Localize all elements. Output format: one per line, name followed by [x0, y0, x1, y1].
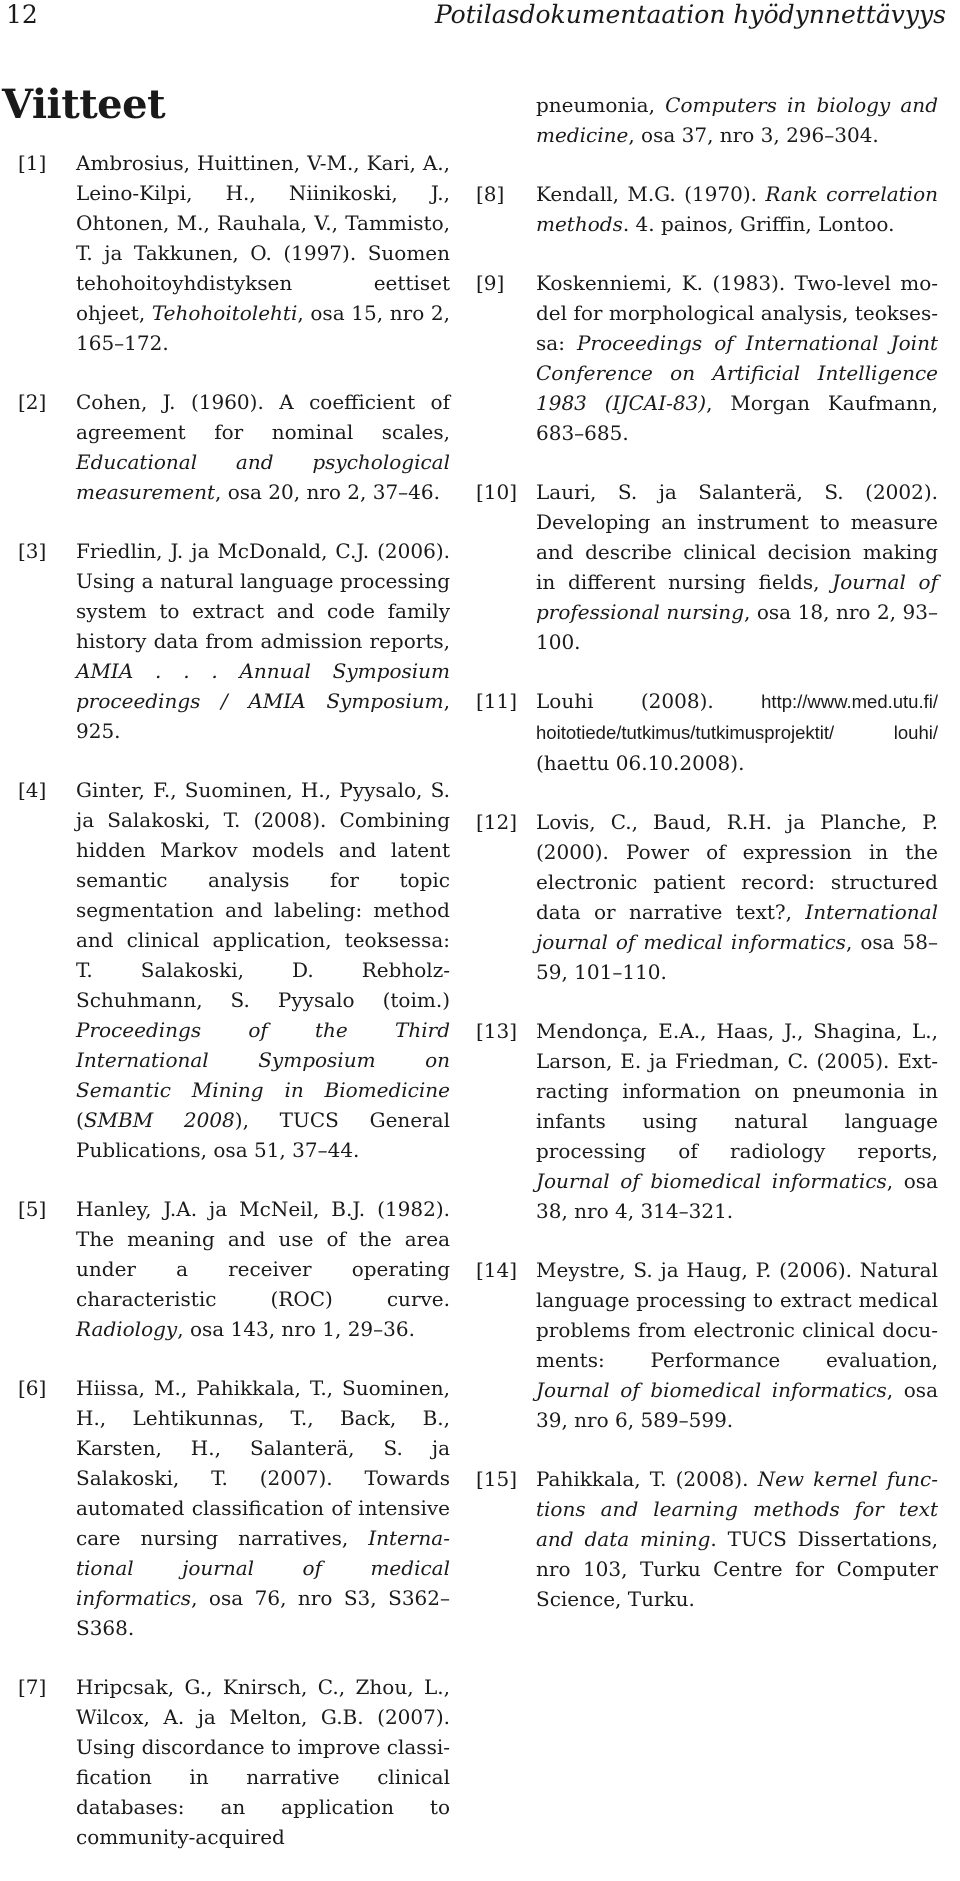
reference-text: Hanley, J.A. ja McNeil, B.J. (1982). The meaning and use of the area under a receiver operating characteristic (ROC) curve.: [76, 1197, 450, 1311]
reference-text: Pahikkala, T. (2008).: [536, 1467, 758, 1491]
reference-number: [2]: [18, 390, 47, 414]
reference-italic-text: Tehohoitolehti: [151, 301, 298, 325]
reference-number: [11]: [476, 689, 518, 713]
reference-text: . TUCS Dissertations, nro 103, Turku Centre for Computer Science, Turku.: [536, 1527, 938, 1611]
reference-item: [18, 1373, 450, 1643]
reference-item: [18, 536, 450, 746]
reference-number: [14]: [476, 1258, 518, 1282]
reference-text: , osa 37, nro 3, 296–304.: [628, 123, 879, 147]
reference-italic-text: Journal of biomedical informatics: [536, 1378, 887, 1402]
reference-text: Hiissa, M., Pahikkala, T., Suominen, H., Lehtikunnas, T., Back, B., Karsten, H., Salanterä, S. ja Salakoski, T. (2007). Towards automated classification of intensive care nursing narratives,: [76, 1376, 450, 1550]
reference-italic-text: Radiology: [76, 1317, 178, 1341]
reference-text: , osa 38, nro 4, 314–321.: [536, 1169, 938, 1223]
reference-text: Cohen, J. (1960). A coefficient of agreement for nominal scales,: [76, 390, 450, 444]
reference-item: [18, 387, 450, 507]
reference-text: Ambrosius, Huittinen, V-M., Kari, A., Leino-Kilpi, H., Niinikoski, J., Ohtonen, M., Rauhala, V., Tammisto, T. ja Takkunen, O. (1997). Suomen tehohoitoyhdistyksen eettiset ohjeet,: [76, 151, 450, 325]
reference-item: [478, 179, 938, 239]
reference-number: [7]: [18, 1675, 47, 1699]
reference-item: [478, 807, 938, 987]
reference-italic-text: Proceedings of the Third International Symposium on Semantic Mining in Biomedicine: [76, 1018, 450, 1102]
reference-item: [478, 477, 938, 657]
reference-text: . 4. painos, Griffin, Lontoo.: [622, 212, 895, 236]
references-right-column: [478, 90, 938, 1643]
reference-italic-text: Educational and psychological measurement: [76, 450, 450, 504]
reference-number: [10]: [476, 480, 518, 504]
reference-text: , osa 20, nro 2, 37–46.: [214, 480, 440, 504]
reference-italic-text: Computers in biology and medicine: [536, 93, 938, 147]
reference-text: , osa 76, nro S3, S362–S368.: [76, 1586, 450, 1640]
reference-number: [8]: [476, 182, 505, 206]
reference-text: , osa 15, nro 2, 165–172.: [76, 301, 450, 355]
reference-italic-text: New kernel functions and learning methods for text and data mining: [536, 1467, 938, 1551]
reference-number: [9]: [476, 271, 505, 295]
reference-text: Friedlin, J. ja McDonald, C.J. (2006). Using a natural language processing system to extract and code family history data from admission reports,: [76, 539, 450, 653]
references-left-column: [18, 148, 450, 1881]
reference-text: , Morgan Kaufmann, 683–685.: [536, 391, 938, 445]
running-title: Potilasdokumentaation hyödynnettävyys: [434, 0, 946, 29]
reference-text: Lovis, C., Baud, R.H. ja Planche, P. (2000). Power of expression in the electronic patient record: structured data or narrative text?,: [536, 810, 938, 924]
reference-text: Kendall, M.G. (1970).: [536, 182, 766, 206]
reference-number: [1]: [18, 151, 47, 175]
reference-link[interactable]: http://www.med.utu.fi/ hoitotiede/tutkimus/tutkimusprojektit/ louhi/: [536, 691, 938, 743]
reference-italic-text: International journal of medical informatics: [536, 900, 938, 954]
reference-item: [478, 268, 938, 448]
reference-italic-text: Journal of professional nursing: [536, 570, 938, 624]
reference-text: Koskenniemi, K. (1983). Two-level model for morphological analysis, teoksessa:: [536, 271, 938, 355]
reference-number: [3]: [18, 539, 47, 563]
reference-text: , osa 143, nro 1, 29–36.: [177, 1317, 415, 1341]
reference-item: [18, 148, 450, 358]
reference-item: [18, 1672, 450, 1852]
reference-item-continued: [478, 90, 938, 150]
reference-item: [478, 686, 938, 778]
reference-number: [5]: [18, 1197, 47, 1221]
reference-item: [18, 1194, 450, 1344]
reference-italic-text: AMIA . . . Annual Symposium proceedings / AMIA Symposium: [76, 659, 450, 713]
reference-text: Mendonça, E.A., Haas, J., Shagina, L., Larson, E. ja Friedman, C. (2005). Extracting information on pneumonia in infants using natural language processing of radiology reports,: [536, 1019, 938, 1163]
reference-text: , osa 18, nro 2, 93–100.: [536, 600, 938, 654]
reference-item: [478, 1464, 938, 1614]
reference-number: [15]: [476, 1467, 518, 1491]
page-number: 12: [6, 0, 38, 29]
reference-italic-text: Journal of biomedical informatics: [536, 1169, 887, 1193]
reference-text: Hripcsak, G., Knirsch, C., Zhou, L., Wilcox, A. ja Melton, G.B. (2007). Using discordance to improve classification in narrative clinical databases: an application to community-acquired: [76, 1675, 450, 1849]
reference-italic-text: Proceedings of International Joint Conference on Artificial Intelligence 1983 (IJCAI-83): [536, 331, 938, 415]
reference-number: [13]: [476, 1019, 518, 1043]
reference-item: [18, 775, 450, 1165]
reference-number: [12]: [476, 810, 518, 834]
reference-text: pneumonia,: [536, 93, 666, 117]
section-title: Viitteet: [2, 81, 166, 128]
reference-text: Meystre, S. ja Haug, P. (2006). Natural language processing to extract medical problems from electronic clinical documents: Performance evaluation,: [536, 1258, 938, 1372]
reference-text: , osa 39, nro 6, 589–599.: [536, 1378, 938, 1432]
reference-text: , osa 58–59, 101–110.: [536, 930, 939, 984]
reference-number: [4]: [18, 778, 47, 802]
reference-text: (: [76, 1108, 84, 1132]
reference-text: , 925.: [76, 689, 450, 743]
reference-text: Lauri, S. ja Salanterä, S. (2002). Developing an instrument to measure and describe clinical decision making in different nursing fields,: [536, 480, 938, 594]
reference-italic-text: International journal of medical informatics: [76, 1526, 450, 1610]
reference-italic-text: SMBM 2008: [83, 1108, 235, 1132]
reference-text: (haettu 06.10.2008).: [536, 751, 745, 775]
reference-item: [478, 1255, 938, 1435]
reference-number: [6]: [18, 1376, 47, 1400]
reference-text: Ginter, F., Suominen, H., Pyysalo, S. ja Salakoski, T. (2008). Combining hidden Markov models and latent semantic analysis for topic segmentation and labeling: method and clinical application, teoksessa: T. Salakoski, D. Rebholz-Schuhmann, S. Pyysalo (toim.): [76, 778, 450, 1012]
reference-italic-text: Rank correlation methods: [536, 182, 938, 236]
reference-text: ), TUCS General Publications, osa 51, 37–44.: [76, 1108, 450, 1162]
reference-item: [478, 1016, 938, 1226]
reference-text: Louhi (2008).: [536, 689, 762, 713]
